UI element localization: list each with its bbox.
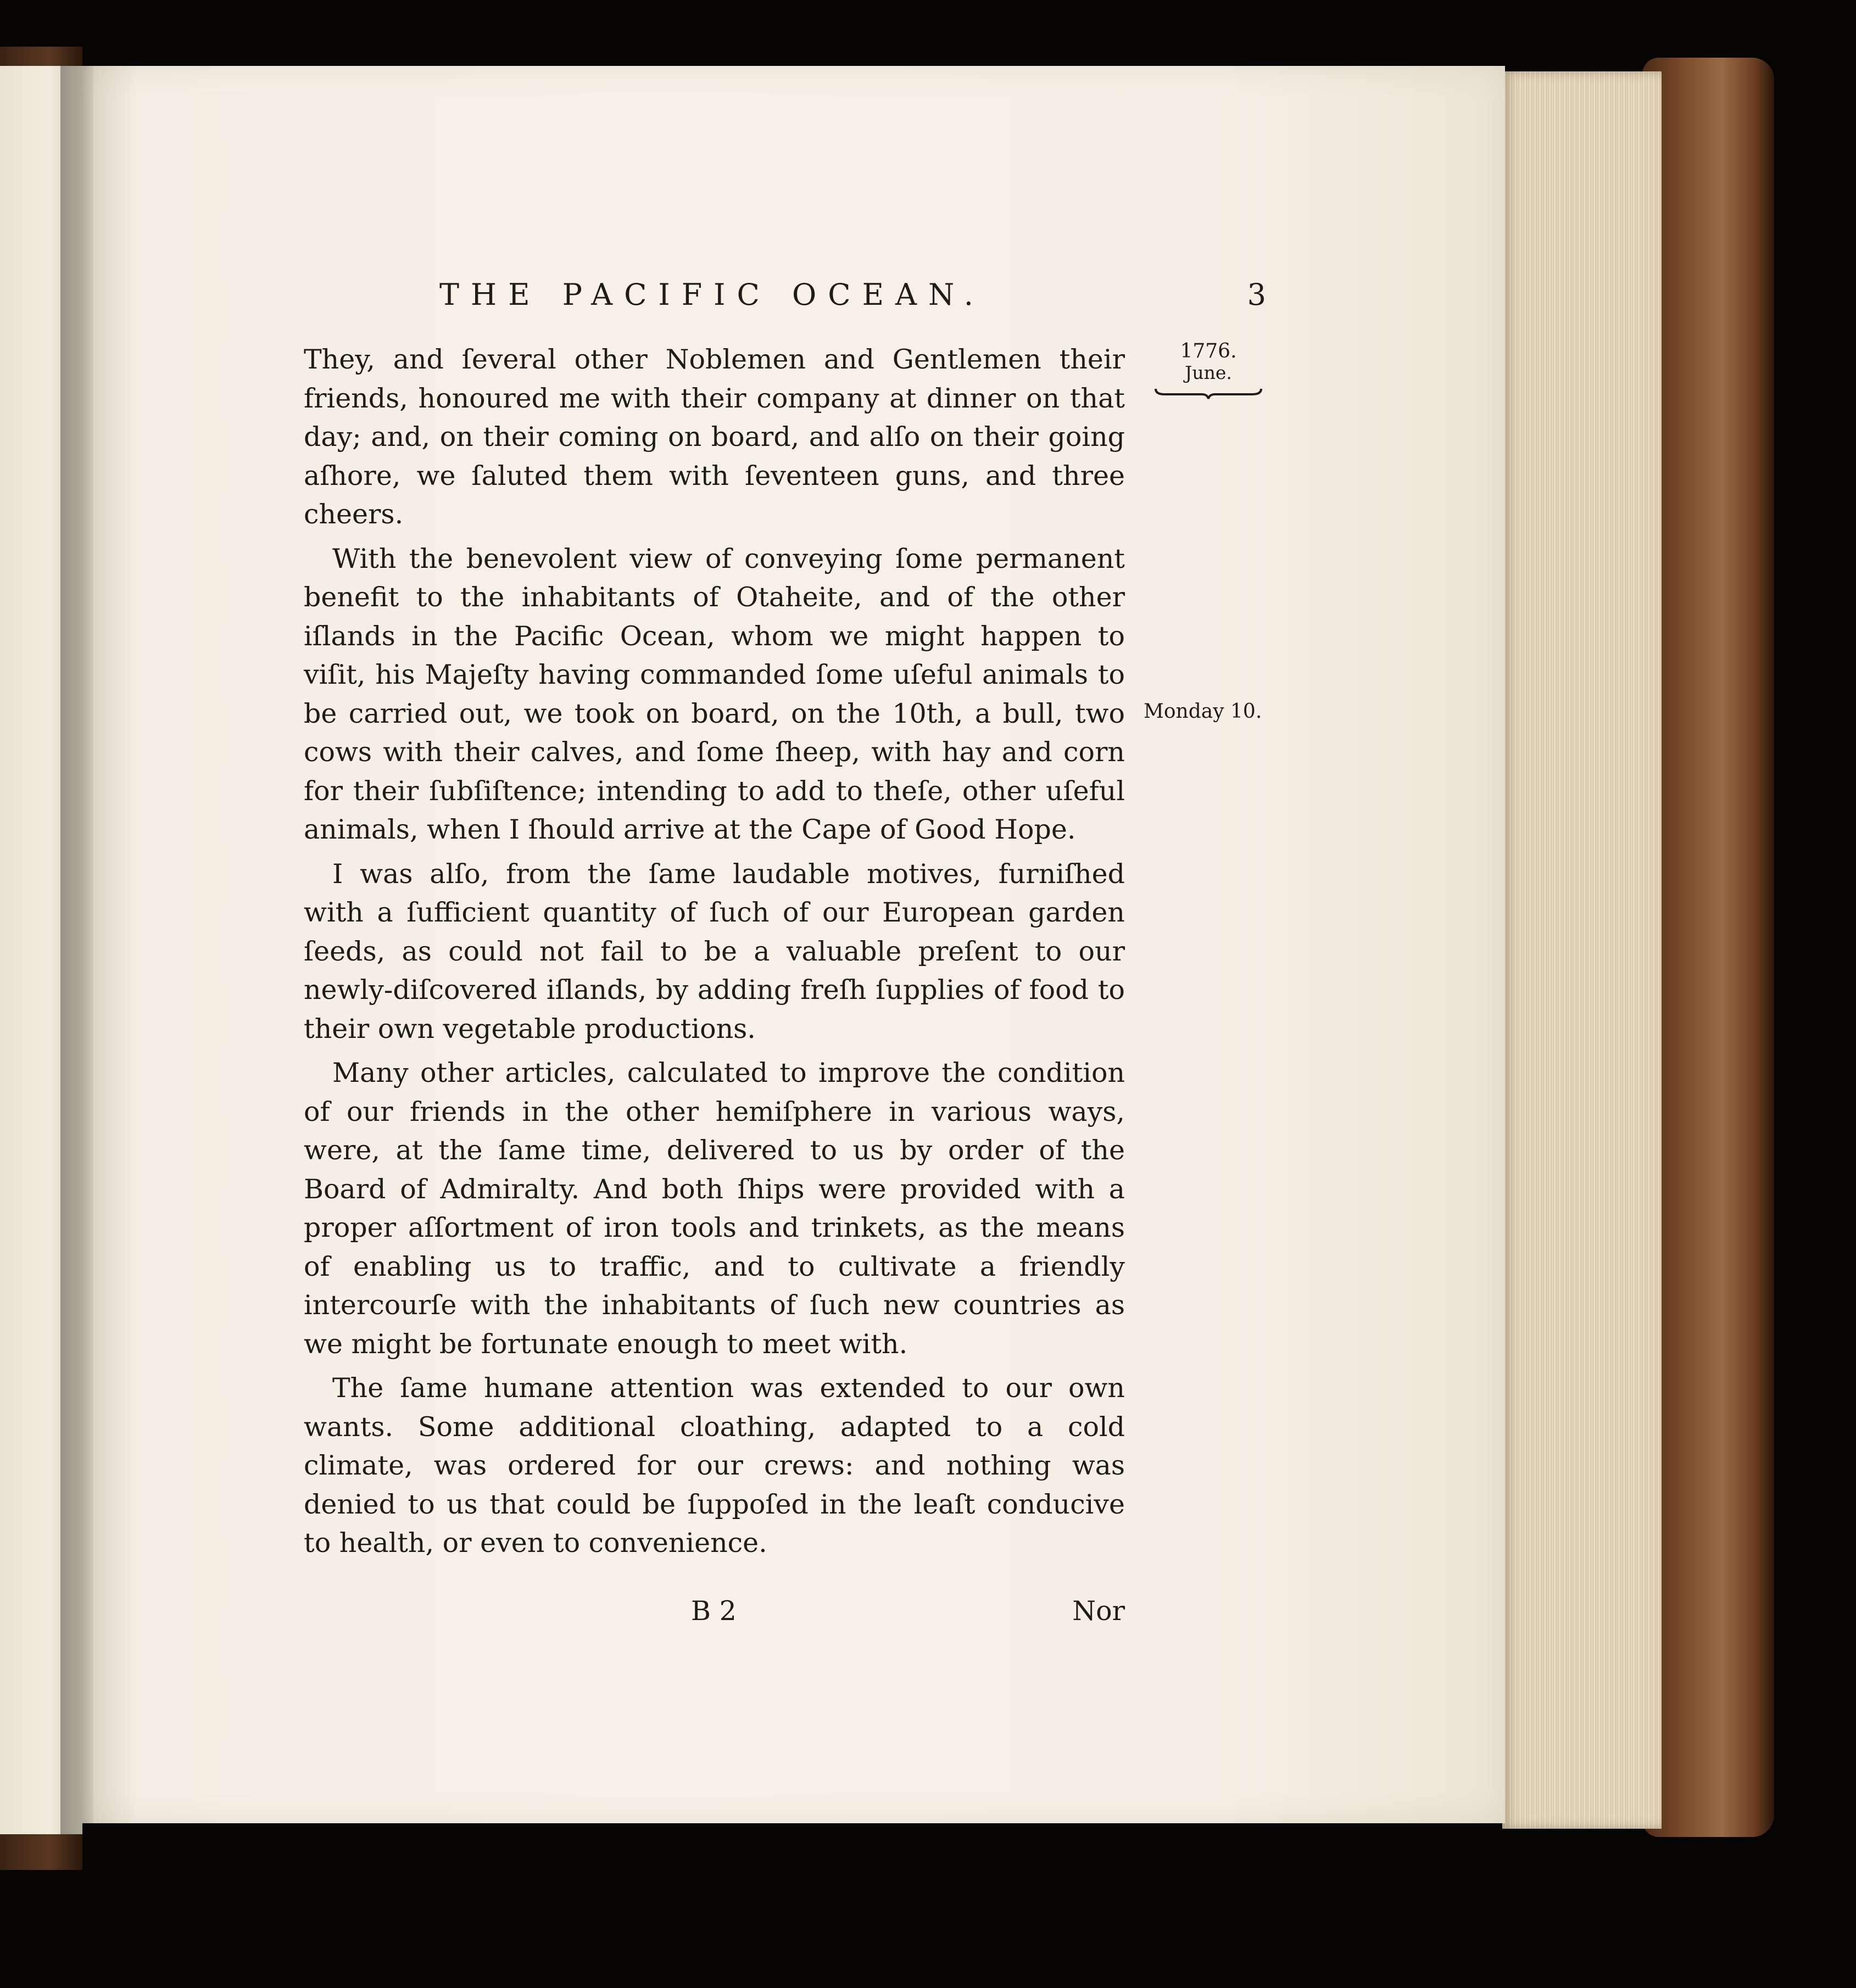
margin-month: June. — [1185, 362, 1232, 383]
book-gutter — [60, 66, 93, 1834]
paragraph: The ſame humane attention was extended to our own wants. Some additional cloathing, adapted to a cold climate, was ordered for our crews: and nothing was denied to us that could be ſuppoſed in the leaſt conducive to health, or even to convenience. — [304, 1372, 1125, 1559]
paragraph: I was alſo, from the ſame laudable motives, furniſhed with a ſufficient quantity of ſuch of our European garden ſeeds, as could not fail to be a valuable preſent to our newly-diſcovered iſlands, by adding freſh ſupplies of food to their own vegetable productions. — [304, 858, 1125, 1045]
body-text — [304, 340, 1125, 1568]
curly-brace-icon — [1153, 387, 1263, 401]
margin-day-note: Monday 10. — [1144, 700, 1262, 723]
page-number: 3 — [1247, 277, 1266, 312]
margin-year: 1776. — [1180, 340, 1237, 362]
margin-date-note — [1153, 340, 1263, 401]
paragraph: They, and ſeveral other Noblemen and Gentlemen their friends, honoured me with their company at dinner on that day; and, on their coming on board, and alſo on their going aſhore, we ſaluted them with ſeventeen guns, and three cheers. — [304, 344, 1125, 530]
paragraph: Many other articles, calculated to improve the condition of our friends in the other hemiſphere in various ways, were, at the ſame time, delivered to us by order of the Board of Admiralty. And both ſhips were provided with a proper aſſortment of iron tools and trinkets, as the means of enabling us to traffic, and to cultivate a friendly intercourſe with the inhabitants of ſuch new countries as we might be fortunate enough to meet with. — [304, 1057, 1125, 1360]
page-footer — [304, 1595, 1125, 1634]
signature-mark: B 2 — [691, 1595, 737, 1627]
book-cover-back — [1642, 58, 1774, 1837]
running-head — [302, 277, 1291, 316]
catchword: Nor — [1072, 1595, 1125, 1627]
paragraph: With the benevolent view of conveying ſome permanent benefit to the inhabitants of Otaheite, and of the other iſlands in the Pacific Ocean, whom we might happen to viſit, his Majeſty having commanded ſome uſeful animals to be carried out, we took on board, on the 10th, a bull, two cows with their calves, and ſome ſheep, with hay and corn for their ſubſiſtence; intending to add to theſe, other uſeful animals, when I ſhould arrive at the Cape of Good Hope. — [304, 543, 1125, 845]
page-block-edges — [1502, 71, 1662, 1829]
running-head-title: THE PACIFIC OCEAN. — [439, 277, 985, 312]
